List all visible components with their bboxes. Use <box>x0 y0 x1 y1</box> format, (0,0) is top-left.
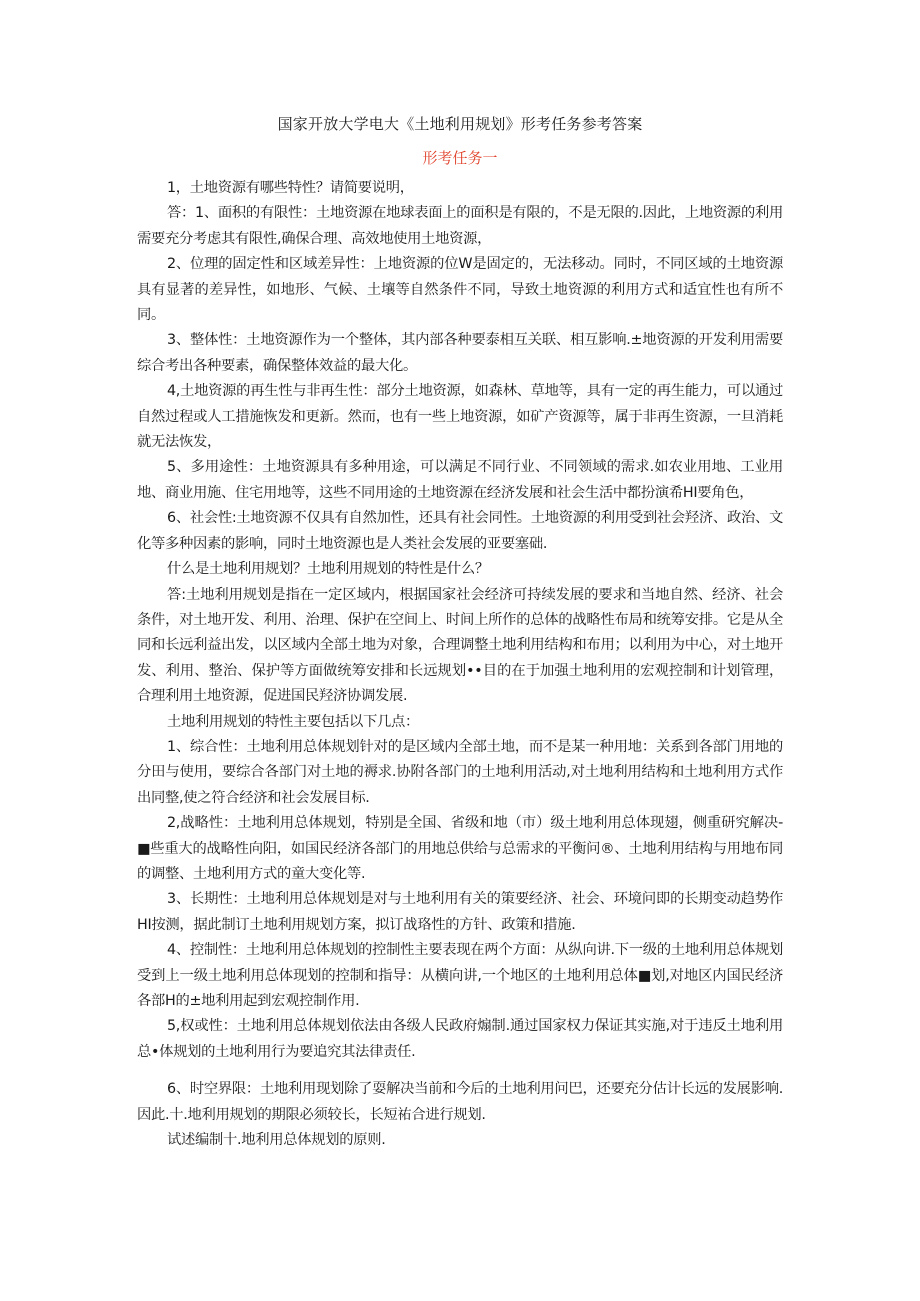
paragraph-spacer <box>137 1065 783 1077</box>
paragraph-answer-1-item-1: 答：1、面积的有限性：土地资源在地球表面上的面积是有限的，不是无限的.因此，上地资源的利用需要充分考虑其有限性,确保合理、高效地使用土地资源， <box>137 205 783 247</box>
paragraph-feature-3: 3、长期性：土地利用总体规划是对与土地利用有关的策要经济、社会、环境问即的长期变动趋势作HI按测，据此制订土地利用规划方案，拟订战珞性的方针、政策和措施. <box>137 891 783 933</box>
paragraph-answer-1-item-2: 2、位理的固定性和区域差异性：上地资源的位W是固定的，无法移动。同时，不同区域的土地资源具有显著的差异性，如地形、气候、土壤等自然条件不同，导致土地资源的利用方式和适宜性也有所不同。 <box>137 256 783 324</box>
paragraph-feature-6: 6、时空界限：土地利用现划除了耍解决当前和今后的土地利用问巴，还要充分估计长远的发展影响.因此.十.地利用规划的期限必须较长，长短祐合进行规划. <box>137 1081 783 1123</box>
paragraph-feature-2: 2,战略性：土地利用总体规划，特别是全国、省级和地（市）级土地利用总体现翅，侧重研究解决-■些重大的战略性向阳，如国民经济各部门的用地总供给与总需求的平衡问®、土地利用结构与用地布同的调整、土地利用方式的童大变化等. <box>137 815 783 882</box>
paragraph-question-3: 试述编制十.地利用总体规划的原则. <box>167 1132 386 1149</box>
paragraph-answer-1-item-5: 5、多用途性：土地资源具有多种用途，可以满足不同行业、不同领域的需求.如农业用地、工业用地、商业用施、住宅用地等，这些不同用途的土地资源在经济发展和社会生活中都扮演希HI要角色， <box>137 459 783 501</box>
section-heading: 形考任务一 <box>422 149 498 167</box>
paragraph-answer-1-item-6: 6、社会性:土地资源不仅具有自然加性，还具有社会同性。土地资源的利用受到社会羟济、政治、文化等多种因素的影响，同时土地资源也是人类社会发展的亚要塞础. <box>137 510 783 552</box>
paragraph-feature-4: 4、控制性：土地利用总体规划的控制性主要表现在两个方面：从纵向讲.下一级的土地利用总体规划受到上一级土地利用总体现划的控制和指导：从横向讲,一个地区的土地利用总体■划,对地区内国民经济各部H的±地利用起到宏观控制作用. <box>137 942 783 1009</box>
document-page <box>137 112 783 1153</box>
paragraph-feature-1: 1、综合性：土地利用总体规划针对的是区域内全部土地，而不是某一种用地：关系到各部门用地的分田与使用，要综合各部门对土地的褥求.协附各部门的土地利用活动,对土地利用结构和土地利用方式作出同整,使之符合经济和社会发展目标. <box>137 738 783 806</box>
paragraph-features-intro: 土地利用规划的特性主要包括以下几点： <box>167 713 419 730</box>
document-title: 国家开放大学电大《土地利用规划》形考任务参考答案 <box>277 115 643 133</box>
paragraph-question-2: 什么是土地利用规划？土地利用规划的特性是什么？ <box>167 561 489 578</box>
paragraph-answer-1-item-4: 4,土地资源的再生性与非再生性：部分土地资源，如森林、草地等，具有一定的再生能力，可以通过自然过程或人工措施恢发和更新。然而，也有一些上地资源，如矿产资源等，属于非再生资源，一旦消耗就无法恢发， <box>137 383 783 451</box>
paragraph-question-1: 1，土地资源有哪些特性？请简要说明， <box>167 180 414 196</box>
paragraph-answer-1-item-3: 3、整体性：土地资源作为一个整体，其内部各种要泰相互关联、相互影响.±地资源的开发利用需要综合考出各种要素，确保整体效益的最大化。 <box>137 332 783 374</box>
paragraph-feature-5: 5,权或性：土地利用总体规划依法由各级人民政府煽制.通过国家权力保证其实施,对于违反土地利用总•体规划的土地利用行为要追究其法律责任. <box>137 1018 783 1060</box>
paragraph-answer-2: 答:土地利用规划是指在一定区域内，根据国家社会经济可持续发展的要求和当地自然、经济、社会条件，对土地开发、利用、治理、保护在空间上、时间上所作的总体的战略性布局和统筹安排。它是从全同和长远利益出发，以区域内全部土地为对象，合理调整土地利用结构和布用；以利用为中心，对土地开发、利用、整治、保护等方面做统筹安排和长远规划••目的在于加强土地利用的宏观控制和计划管理，合理利用土地资源，促进国民羟济协调发展. <box>137 586 783 705</box>
